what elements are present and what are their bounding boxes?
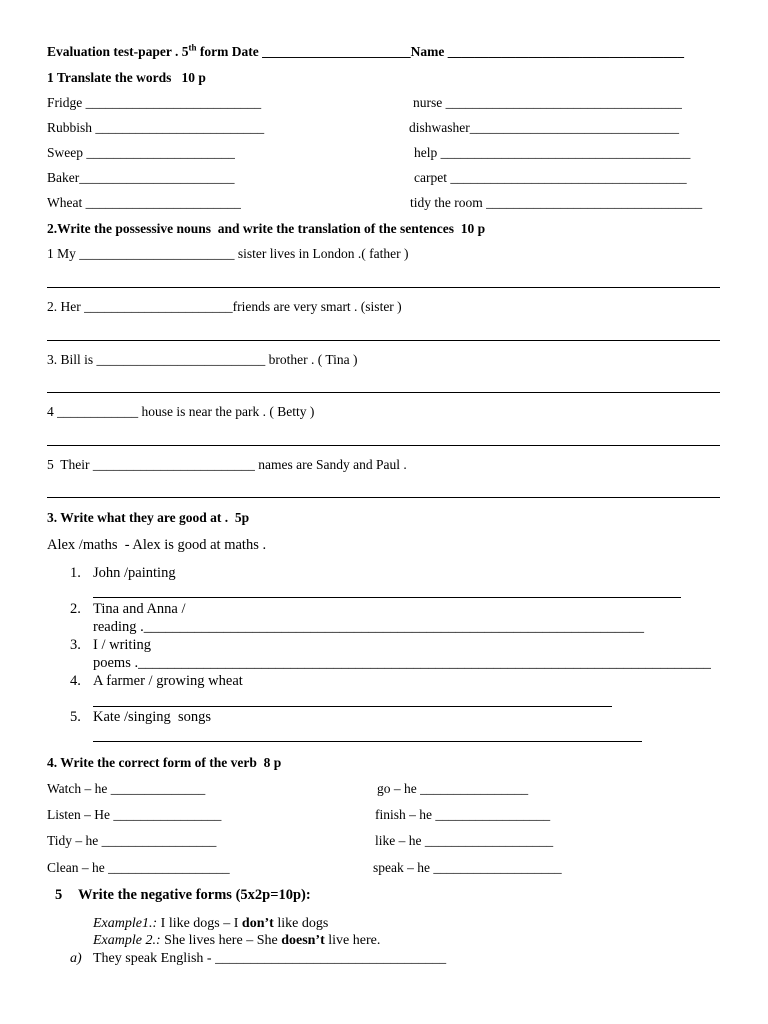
possessive-item-2: 2. Her ______________________friends are very smart . (sister ): [47, 299, 402, 314]
good-at-item-5: Kate /singing songs: [93, 709, 212, 725]
list-number: 1.: [70, 565, 81, 581]
section-3-title: 3. Write what they are good at . 5p: [47, 510, 250, 525]
translation-answer-line: [47, 340, 720, 341]
good-at-item-2: Tina and Anna /: [93, 601, 186, 617]
negative-item-a: They speak English - _________________________________: [93, 951, 447, 966]
translate-item-sweep: Sweep ______________________: [47, 145, 235, 160]
list-number: 5.: [70, 709, 81, 725]
list-number: 3.: [70, 637, 81, 653]
good-at-item-3: I / writing: [93, 637, 151, 653]
answer-line: [93, 706, 612, 707]
negative-example-1: Example1.: I like dogs – I don’t like dogs: [93, 916, 329, 931]
answer-line: [93, 741, 642, 742]
good-at-item-4: A farmer / growing wheat: [93, 673, 243, 689]
possessive-item-1: 1 My _______________________ sister lives in London .( father ): [47, 246, 409, 261]
verb-item-speak: speak – he ___________________: [373, 860, 562, 875]
section-4-title: 4. Write the correct form of the verb 8 p: [47, 755, 282, 770]
section-5-title: Write the negative forms (5x2p=10p):: [78, 887, 311, 903]
translation-answer-line: [47, 445, 720, 446]
verb-item-watch: Watch – he ______________: [47, 781, 206, 796]
translate-item-wheat: Wheat _______________________: [47, 195, 241, 210]
verb-item-finish: finish – he _________________: [375, 807, 551, 822]
list-number: 4.: [70, 673, 81, 689]
translate-item-dishwasher: dishwasher_______________________________: [409, 120, 679, 135]
translate-item-help: help _____________________________________: [414, 145, 691, 160]
verb-item-like: like – he ___________________: [375, 833, 554, 848]
section-2-title: 2.Write the possessive nouns and write the translation of the sentences 10 p: [47, 221, 486, 236]
translation-answer-line: [47, 392, 720, 393]
negative-example-2: Example 2.: She lives here – She doesn’t live here.: [93, 933, 381, 948]
translation-answer-line: [47, 497, 720, 498]
translate-item-carpet: carpet ___________________________________: [414, 170, 687, 185]
answer-line: [93, 597, 681, 598]
translate-item-nurse: nurse ___________________________________: [413, 95, 682, 110]
possessive-item-4: 4 ____________ house is near the park . ( Betty ): [47, 404, 315, 419]
translate-item-rubbish: Rubbish _________________________: [47, 120, 265, 135]
list-number: 2.: [70, 601, 81, 617]
translate-item-tidy-room: tidy the room ________________________________: [410, 195, 703, 210]
section-1-title: 1 Translate the words 10 p: [47, 70, 206, 85]
good-at-item-3-continued: poems ._______________________________________________________________________________: [93, 655, 711, 671]
good-at-item-2-continued: reading ._____________________________________________________________________: [93, 619, 644, 635]
verb-item-go: go – he ________________: [377, 781, 529, 796]
verb-item-clean: Clean – he __________________: [47, 860, 230, 875]
translation-answer-line: [47, 287, 720, 288]
possessive-item-5: 5 Their ________________________ names are Sandy and Paul .: [47, 457, 407, 472]
translate-item-baker: Baker_______________________: [47, 170, 235, 185]
translate-item-fridge: Fridge __________________________: [47, 95, 262, 110]
page-title: Evaluation test-paper . 5th form Date ______________________Name ___________________________________: [47, 42, 684, 59]
good-at-item-1: John /painting: [93, 565, 176, 581]
verb-item-tidy: Tidy – he _________________: [47, 833, 217, 848]
possessive-item-3: 3. Bill is _________________________ brother . ( Tina ): [47, 352, 358, 367]
verb-item-listen: Listen – He ________________: [47, 807, 222, 822]
section-5-number: 5: [55, 887, 63, 903]
list-label: a): [70, 951, 82, 966]
good-at-example: Alex /maths - Alex is good at maths .: [47, 537, 267, 553]
